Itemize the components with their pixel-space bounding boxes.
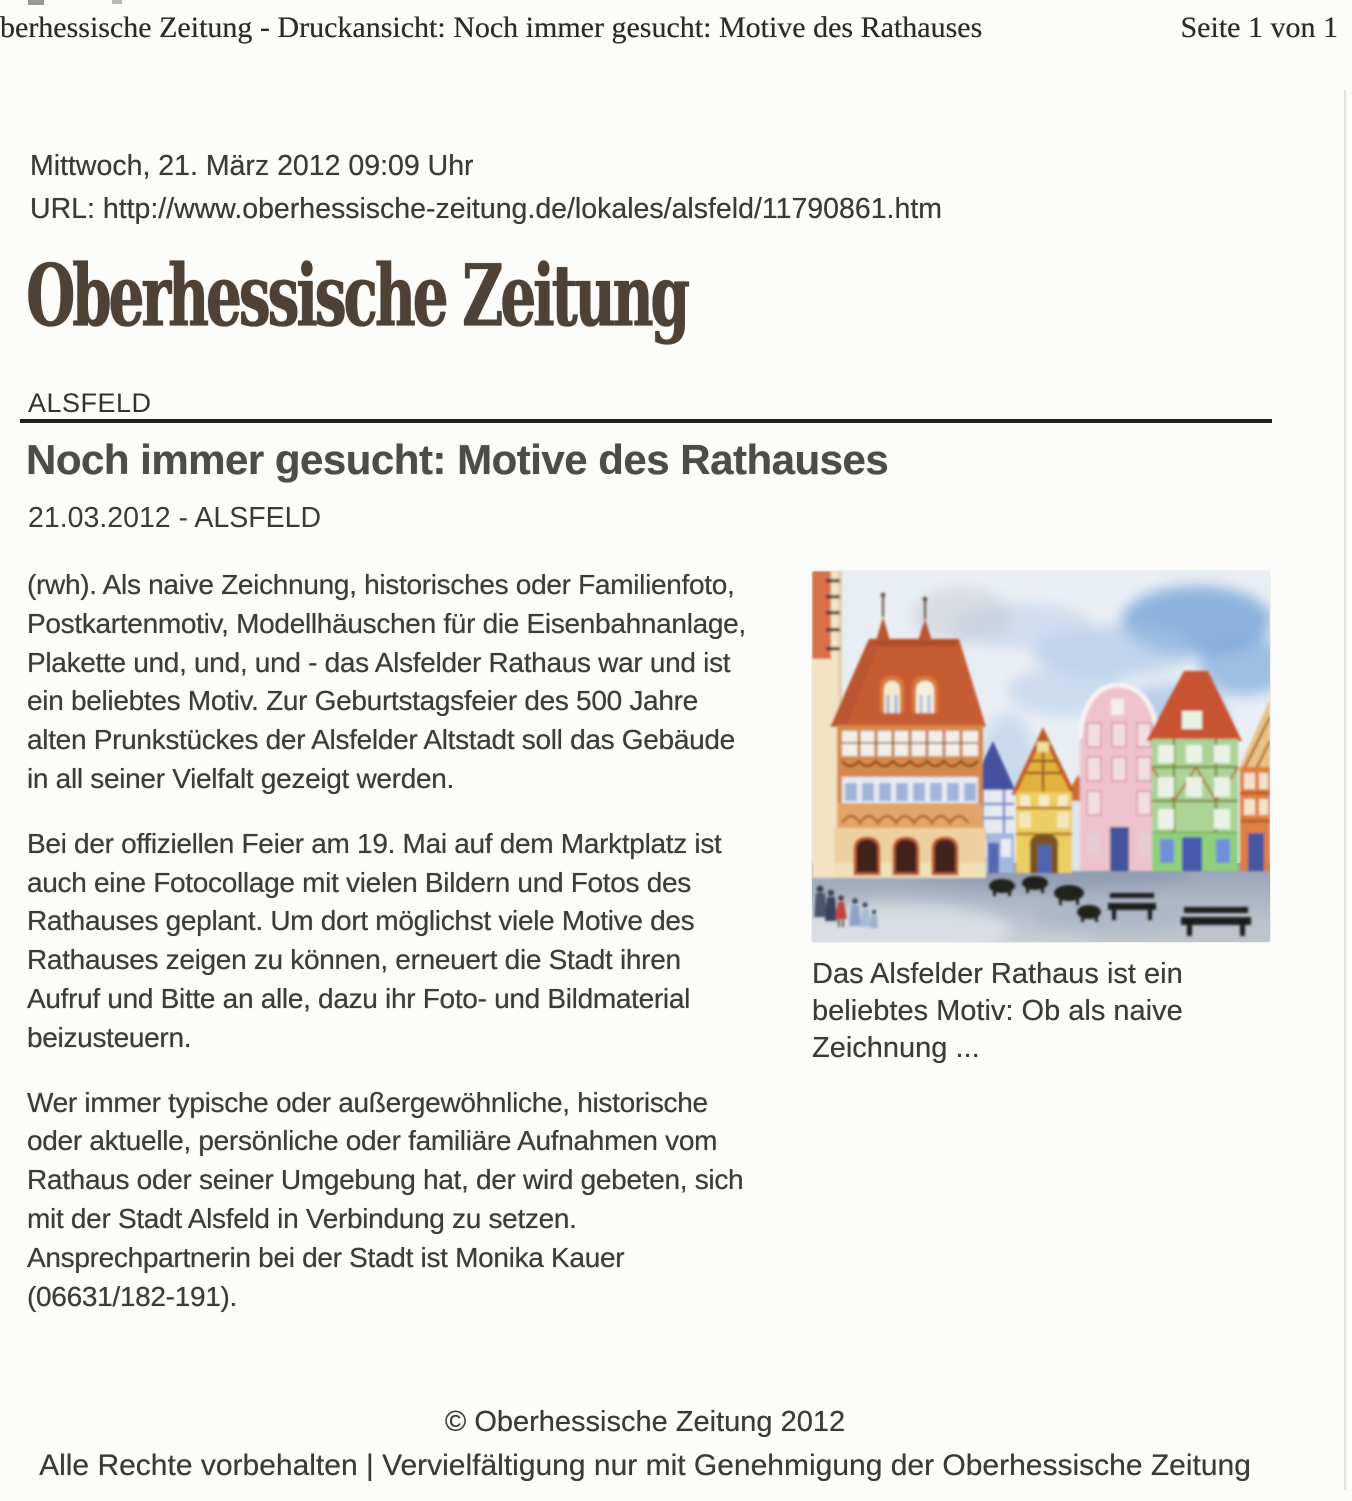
scan-artifact-mark <box>112 0 122 4</box>
scan-artifact-line <box>1344 90 1346 1490</box>
article-datetime: Mittwoch, 21. März 2012 09:09 Uhr <box>30 150 474 182</box>
paragraph: Wer immer typische oder außergewöhnliche, historische oder aktuelle, persönliche oder familiäre Aufnahmen vom Rathaus oder seiner Umgebung hat, der wird gebeten, sich mit der Stadt Alsfeld in Verbindung zu setzen. Ansprechpartnerin bei der Stadt ist Monika Kauer (06631/182-191). <box>27 1086 744 1312</box>
print-header <box>0 11 1338 45</box>
paragraph: Bei der offiziellen Feier am 19. Mai auf dem Marktplatz ist auch eine Fotocollage mit vielen Bildern und Fotos des Rathauses geplant. Um dort möglichst viele Motive des Rathauses zeigen zu können, erneuert die Stadt ihren Aufruf und Bitte an alle, dazu ihr Foto- und Bildmaterial beizusteuern. <box>27 827 722 1053</box>
article-body <box>27 566 927 1342</box>
rathaus-painting <box>812 571 1270 942</box>
page-footer <box>0 1402 1290 1486</box>
headline: Noch immer gesucht: Motive des Rathauses <box>26 436 889 483</box>
copyright-line: © Oberhessische Zeitung 2012 <box>444 1406 846 1438</box>
print-header-title: berhessische Zeitung - Druckansicht: Noch immer gesucht: Motive des Rathauses <box>0 11 983 44</box>
article-meta <box>30 145 942 231</box>
newspaper-logo: Oberhessische Zeitung <box>26 246 687 346</box>
section-divider <box>20 419 1272 423</box>
article-url: URL: http://www.oberhessische-zeitung.de/lokales/alsfeld/11790861.htm <box>30 193 942 225</box>
section-label: ALSFELD <box>28 388 152 418</box>
paragraph: (rwh). Als naive Zeichnung, historisches oder Familienfoto, Postkartenmotiv, Modellhäuschen für die Eisenbahnanlage, Plakette und, und, und - das Alsfelder Rathaus war und ist ein beliebtes Motiv. Zur Geburtstagsfeier des 500 Jahre alten Prunkstückes der Alsfelder Altstadt soll das Gebäude in all seiner Vielfalt gezeigt werden. <box>27 569 746 794</box>
image-caption: Das Alsfelder Rathaus ist ein beliebtes Motiv: Ob als naive Zeichnung ... <box>812 958 1183 1064</box>
print-page-number: Seite 1 von 1 <box>1180 11 1338 44</box>
rights-line: Alle Rechte vorbehalten | Vervielfältigung nur mit Genehmigung der Oberhessische Zeitung <box>39 1449 1251 1482</box>
scan-artifact-mark <box>28 0 44 5</box>
dateline: 21.03.2012 - ALSFELD <box>28 502 322 534</box>
article-figure <box>812 571 1270 1067</box>
